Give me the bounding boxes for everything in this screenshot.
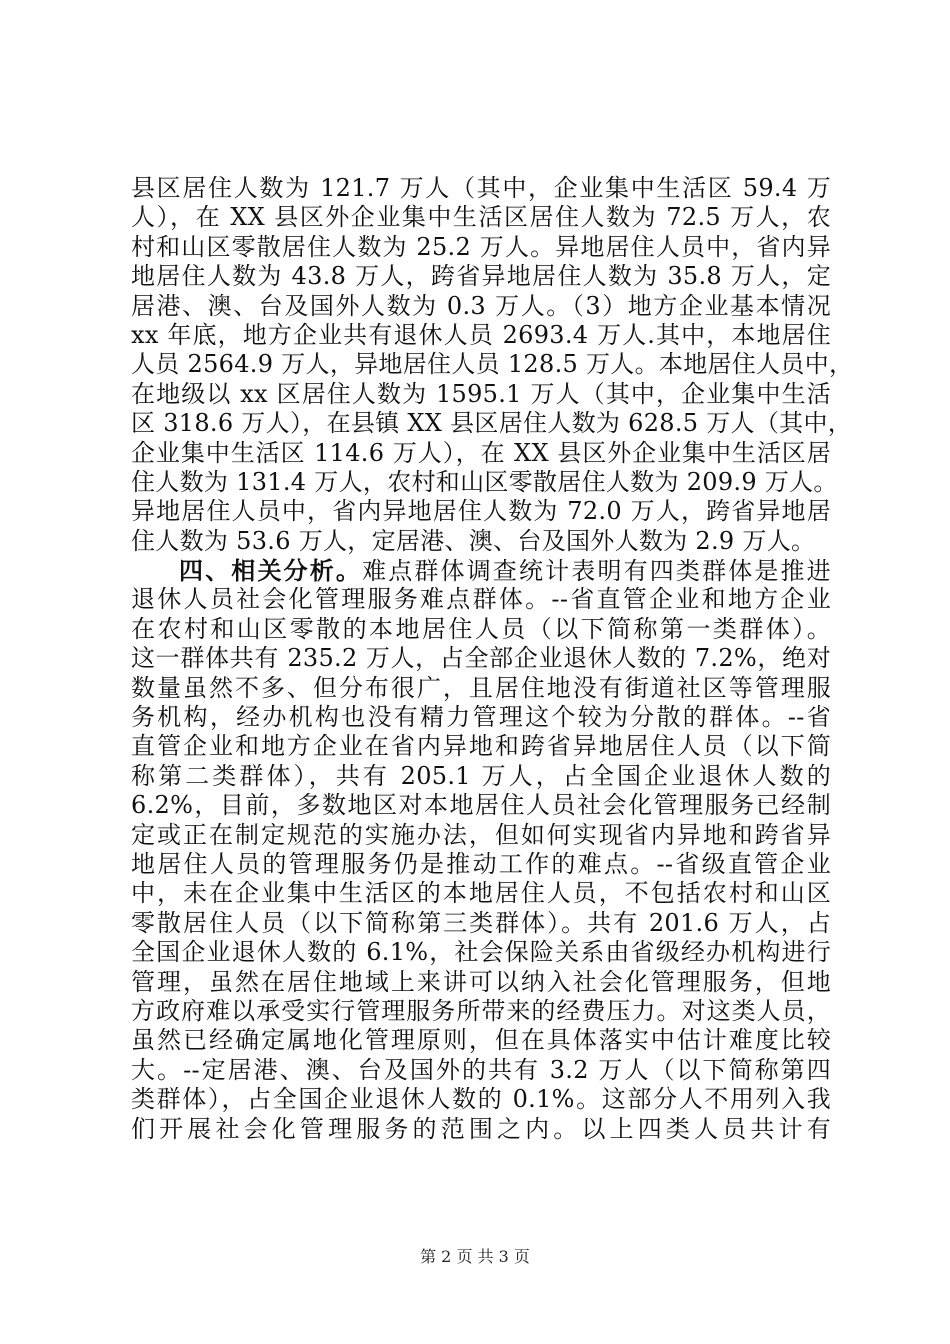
text-line: 区 318.6 万人），在县镇 XX 县区居住人数为 628.5 万人（其中， [131,409,853,438]
text-line: 企业集中生活区 114.6 万人），在 XX 县区外企业集中生活区居 [131,438,831,467]
text-line: 务机构，经办机构也没有精力管理这个较为分散的群体。--省 [131,703,831,732]
text-line: 方政府难以承受实行管理服务所带来的经费压力。对这类人员， [131,996,831,1025]
text-line: 人员 2564.9 万人，异地居住人员 128.5 万人。本地居住人员中， [131,350,854,379]
text-line: 退休人员社会化管理服务难点群体。--省直管企业和地方企业 [131,585,831,614]
text-line: 称第二类群体），共有 205.1 万人，占全国企业退休人数的 [131,761,831,790]
text-line: 地居住人数为 43.8 万人，跨省异地居住人数为 35.8 万人，定 [131,262,831,291]
text-line: 大。--定居港、澳、台及国外的共有 3.2 万人（以下简称第四 [131,1055,831,1084]
page-footer: 第 2 页 共 3 页 [420,1247,530,1266]
text-line: 异地居住人员中，省内异地居住人数为 72.0 万人，跨省异地居 [131,497,831,526]
text-line: 这一群体共有 235.2 万人，占全部企业退休人数的 7.2%，绝对 [131,644,831,673]
text-line: 住人数为 131.4 万人，农村和山区零散居住人数为 209.9 万人。 [131,467,838,496]
text-line: 虽然已经确定属地化管理原则，但在具体落实中估计难度比较 [131,1026,831,1055]
text-line: 在地级以 xx 区居住人数为 1595.1 万人（其中，企业集中生活 [131,379,831,408]
text-line: 类群体），占全国企业退休人数的 0.1%。这部分人不用列入我 [131,1085,831,1114]
text-line: 居港、澳、台及国外人数为 0.3 万人。（3）地方企业基本情况 [131,291,831,320]
text-line: xx 年底，地方企业共有退休人员 2693.4 万人.其中，本地居住 [131,320,831,349]
text-line: 县区居住人数为 121.7 万人（其中，企业集中生活区 59.4 万 [131,174,831,202]
text-line: 们开展社会化管理服务的范围之内。以上四类人员共计有 [131,1114,831,1143]
text-line: 地居住人员的管理服务仍是推动工作的难点。--省级直管企业 [131,849,831,878]
text-line: 零散居住人员（以下简称第三类群体）。共有 201.6 万人，占 [131,908,831,937]
text-line: 直管企业和地方企业在省内异地和跨省异地居住人员（以下简 [131,732,831,761]
text-line: 住人数为 53.6 万人，定居港、澳、台及国外人数为 2.9 万人。 [131,526,816,555]
text-line: 人），在 XX 县区外企业集中生活区居住人数为 72.5 万人，农 [131,203,831,232]
section-heading: 四、相关分析。 [179,556,363,586]
document-body [131,174,854,1144]
text-line: 在农村和山区零散的本地居住人员（以下简称第一类群体）。 [131,614,831,643]
section-first-line [131,556,831,585]
text-line: 管理，虽然在居住地域上来讲可以纳入社会化管理服务，但地 [131,967,831,996]
text-line: 定或正在制定规范的实施办法，但如何实现省内异地和跨省异 [131,820,831,849]
text-line: 6.2%，目前，多数地区对本地居住人员社会化管理服务已经制 [131,791,831,820]
text-line: 中，未在企业集中生活区的本地居住人员，不包括农村和山区 [131,879,831,908]
text-line: 村和山区零散居住人数为 25.2 万人。异地居住人员中，省内异 [131,232,831,261]
text-line: 数量虽然不多、但分布很广，且居住地没有街道社区等管理服 [131,673,831,702]
section-first-line-text: 难点群体调查统计表明有四类群体是推进 [362,557,831,586]
text-line: 全国企业退休人数的 6.1%，社会保险关系由省级经办机构进行 [131,938,831,967]
